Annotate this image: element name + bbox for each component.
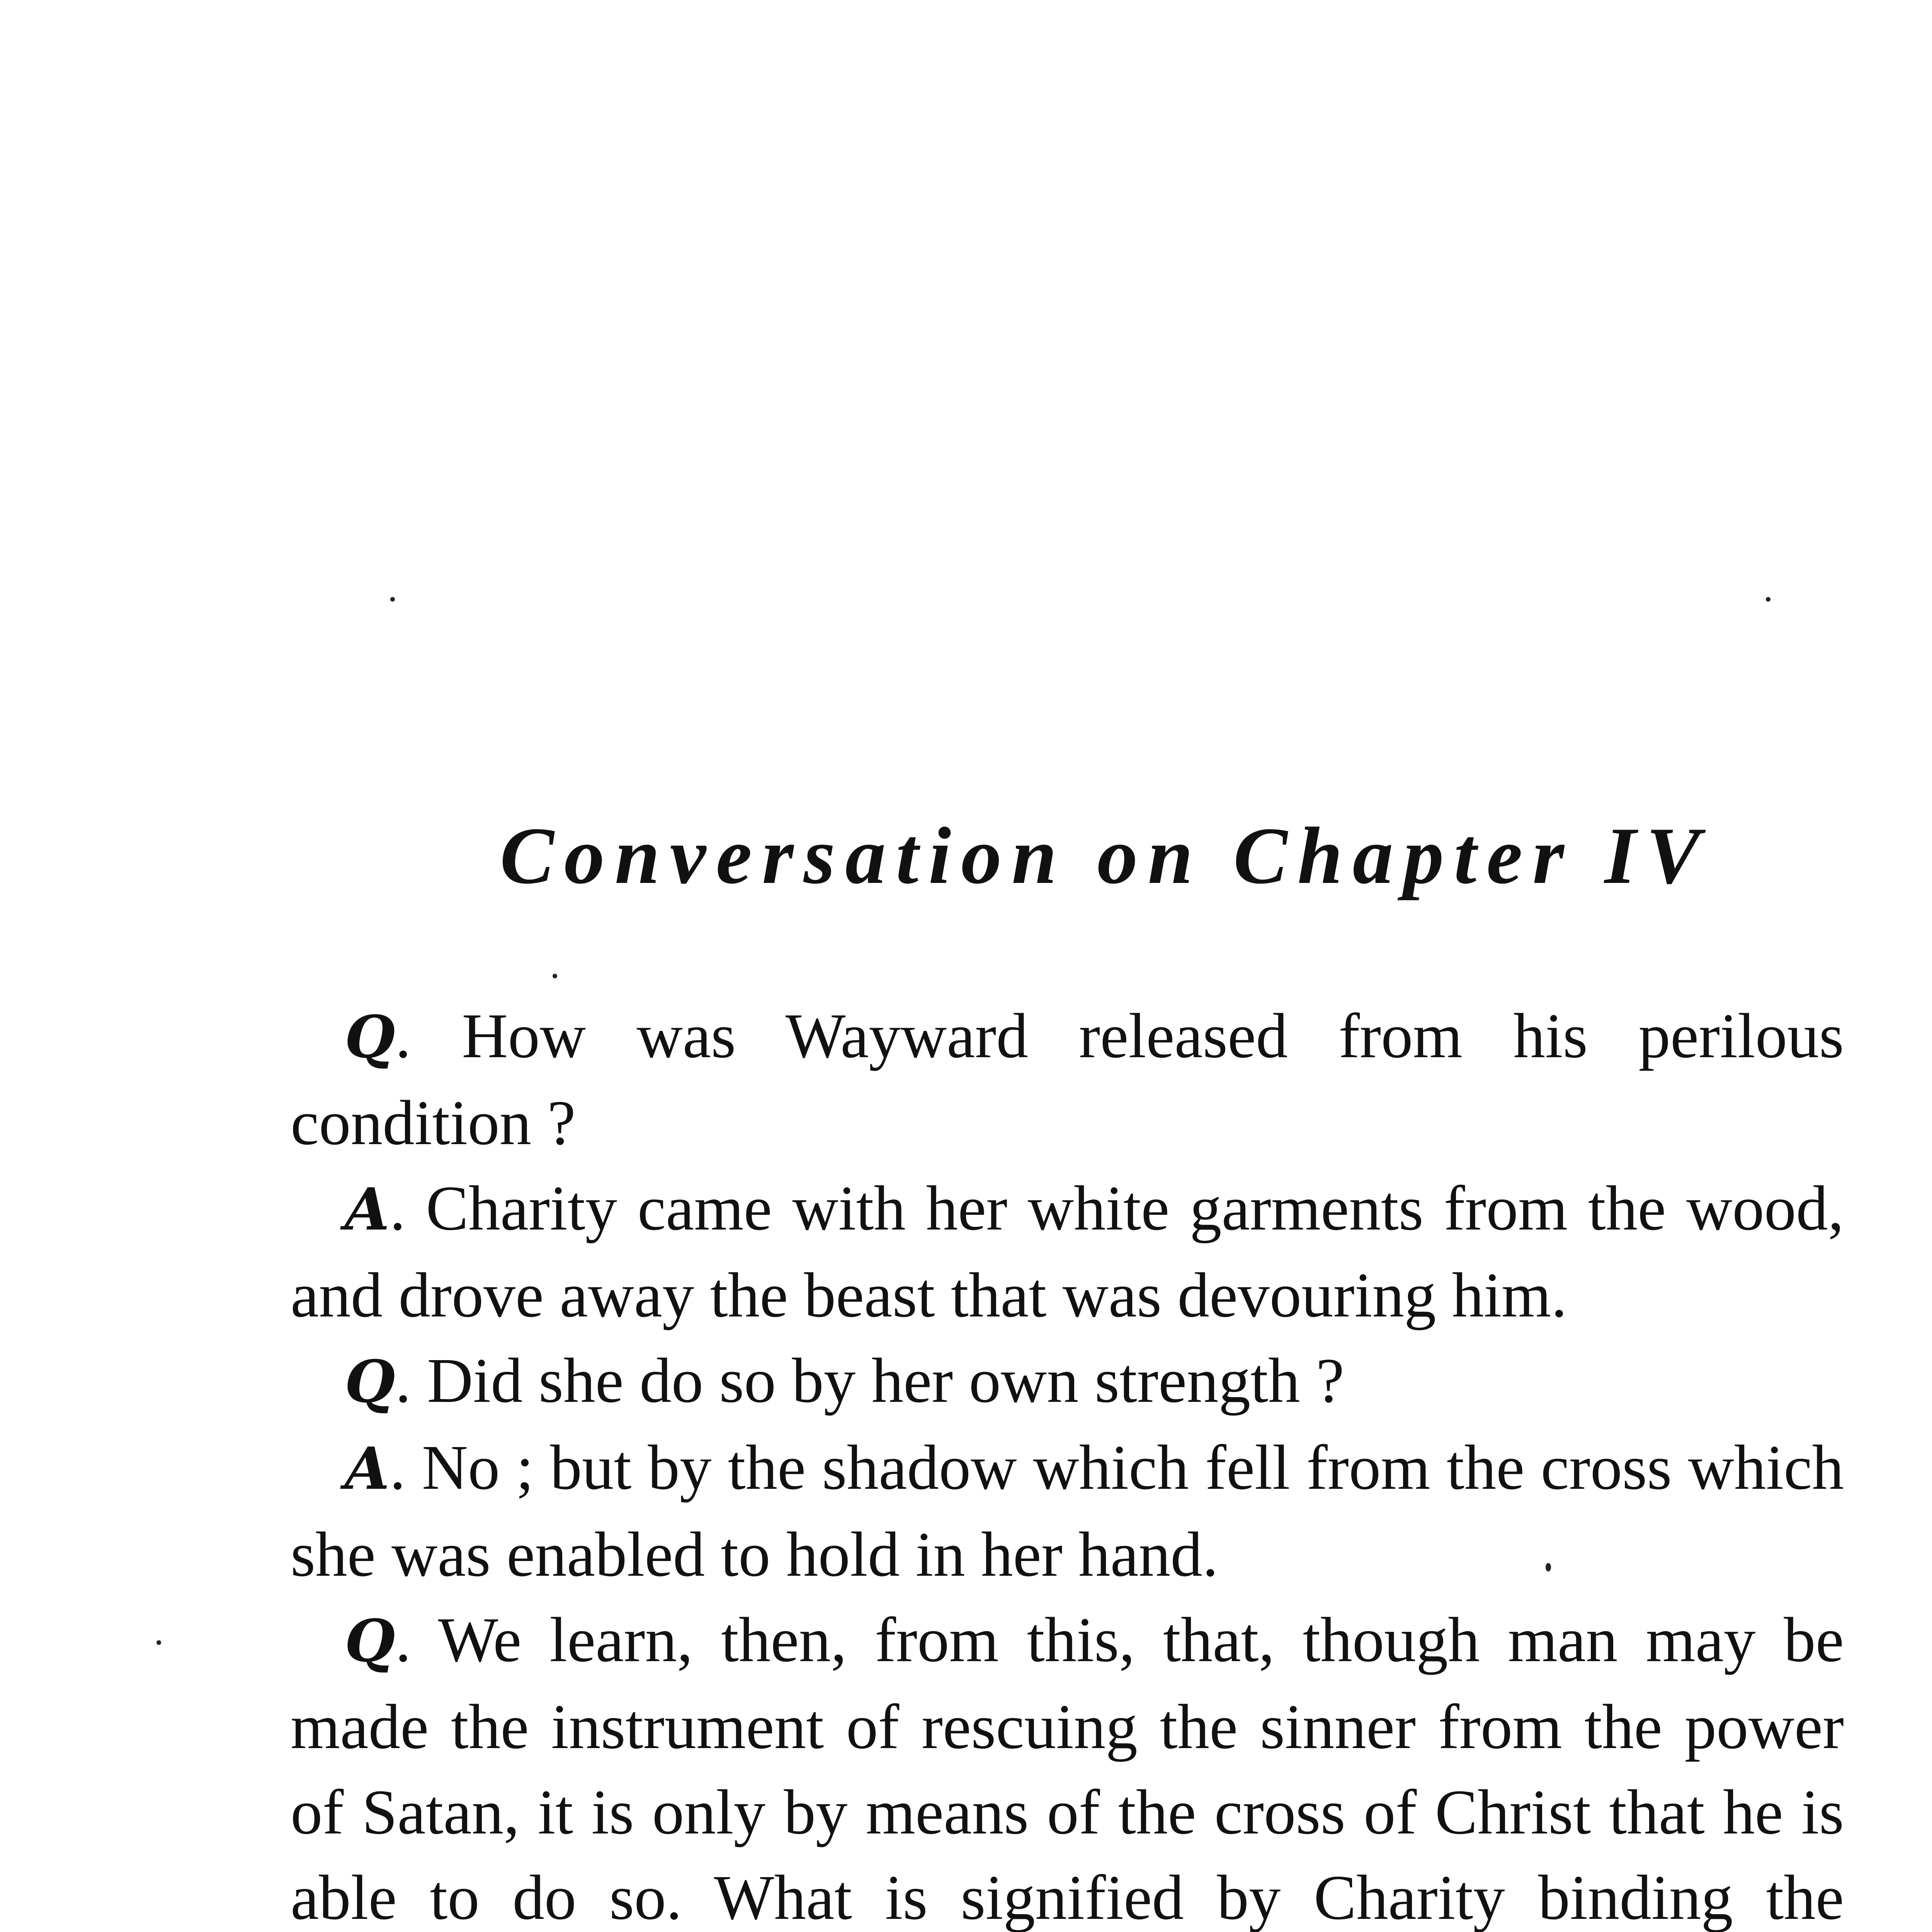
- question-paragraph: [291, 993, 1844, 1165]
- paragraph-text: . We learn, then, from this, that, though man may be made the instrument of rescuing the sinner from the power of Satan, it is only by means of the cross of Christ that he is able to do so. What is signified by Charity binding the: [291, 1604, 1844, 1932]
- print-speck: [553, 974, 557, 978]
- question-paragraph: [291, 1338, 1844, 1425]
- answer-paragraph: [291, 1165, 1844, 1338]
- question-marker: Q: [345, 1003, 395, 1071]
- print-speck: [390, 597, 395, 602]
- chapter-heading: Conversation on Chapter IV: [500, 811, 1711, 901]
- paragraph-text: . Did she do so by her own strength ?: [395, 1345, 1344, 1416]
- paragraph-text: . How was Wayward released from his perilous condition ?: [291, 1000, 1844, 1158]
- question-marker: Q: [345, 1348, 395, 1416]
- paragraph-text: . Charity came with her white garments from the wood, and drove away the beast that was devouring him.: [291, 1173, 1844, 1330]
- answer-paragraph: [291, 1425, 1844, 1597]
- print-speck: [156, 1640, 161, 1645]
- answer-marker: A: [345, 1175, 390, 1243]
- question-paragraph: [291, 1597, 1844, 1932]
- paragraph-text: . No ; but by the shadow which fell from the cross which she was enabled to hold in her hand.: [291, 1432, 1844, 1590]
- answer-marker: A: [345, 1435, 390, 1503]
- print-speck: [1766, 597, 1770, 602]
- question-marker: Q: [345, 1607, 395, 1675]
- conversation-text: [291, 993, 1844, 1932]
